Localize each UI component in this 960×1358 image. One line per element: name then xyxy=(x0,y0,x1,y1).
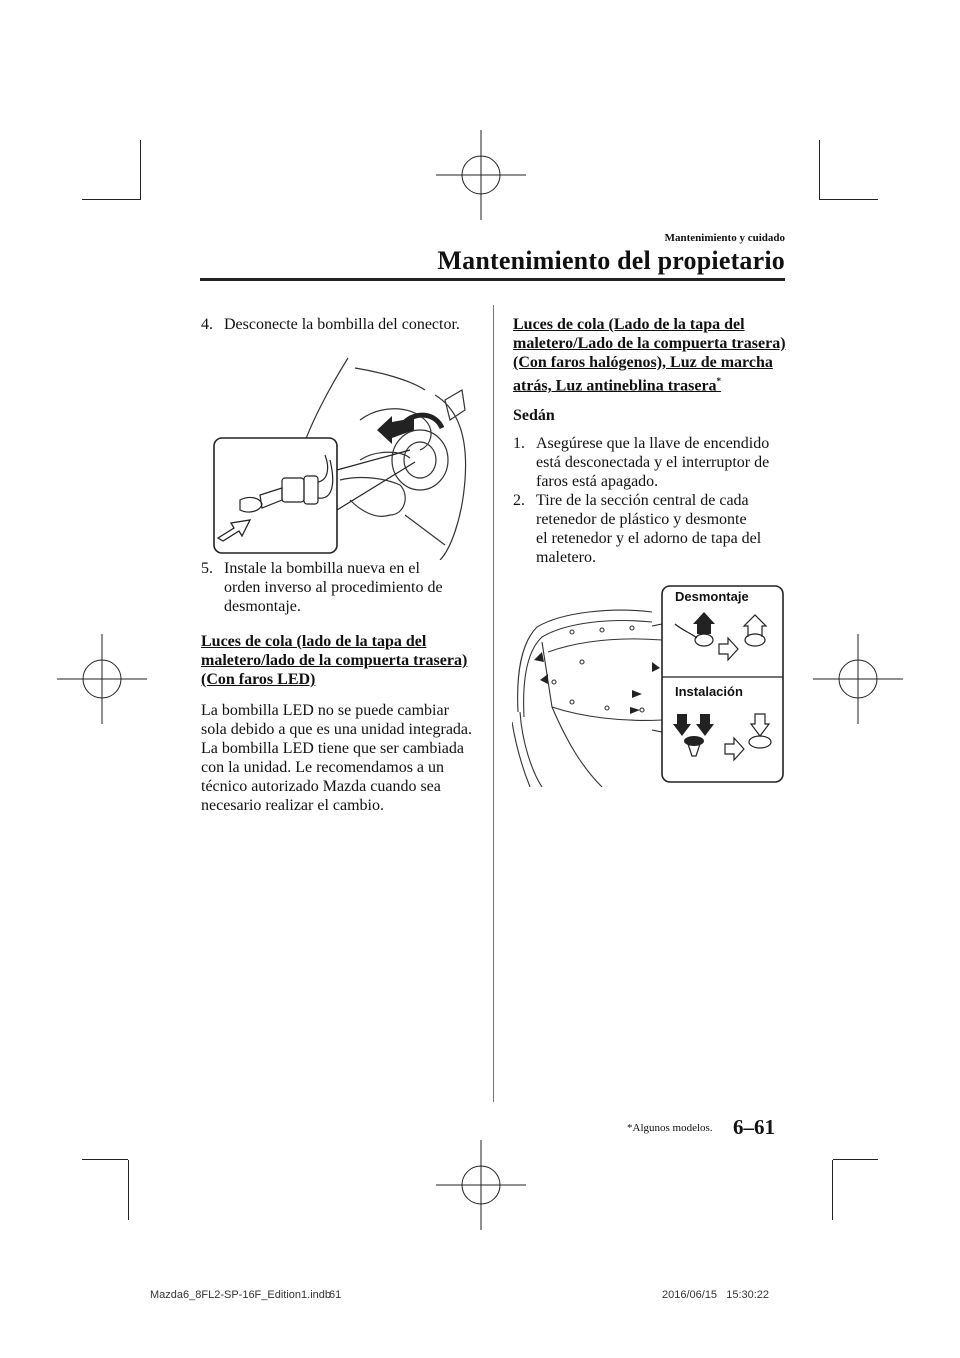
crop-mark xyxy=(128,1160,129,1220)
header-rule xyxy=(200,278,785,281)
crop-mark xyxy=(832,1160,833,1220)
crop-mark xyxy=(140,140,141,200)
heading-line-text: atrás, Luz antineblina trasera xyxy=(513,377,717,395)
step-text: Desconecte la bombilla del conector. xyxy=(224,316,460,333)
section-label: Mantenimiento y cuidado xyxy=(664,232,785,244)
step-line: maletero. xyxy=(536,549,596,566)
step-5 xyxy=(201,559,481,619)
step-2 xyxy=(513,491,793,571)
crop-mark xyxy=(82,199,140,200)
trunk-retainer-illustration xyxy=(512,582,787,787)
heading-led-tail-lights xyxy=(201,632,486,689)
step-number: 2. xyxy=(513,492,525,509)
step-line: Instale la bombilla nueva en el xyxy=(224,560,420,577)
crop-mark xyxy=(833,1159,878,1160)
paragraph-line: con la unidad. Le recomendamos a un xyxy=(201,759,445,776)
paragraph-line: técnico autorizado Mazda cuando sea xyxy=(201,778,441,795)
paragraph-line: La bombilla LED tiene que ser cambiada xyxy=(201,740,465,757)
column-divider xyxy=(493,305,494,1102)
step-text xyxy=(536,491,761,567)
heading-line: (Con faros halógenos), Luz de marcha xyxy=(513,354,773,371)
crop-mark xyxy=(819,140,820,200)
bulb-connector-illustration xyxy=(210,350,475,560)
step-line: faros está apagado. xyxy=(536,473,659,490)
paragraph-led xyxy=(201,701,491,815)
step-line: el retenedor y el adorno de tapa del xyxy=(536,530,762,547)
heading-halogen-tail-lights xyxy=(513,315,803,395)
step-line: retenedor de plástico y desmonte xyxy=(536,511,747,528)
callout-install: Instalación xyxy=(675,684,743,699)
step-line: orden inverso al procedimiento de xyxy=(224,579,443,596)
heading-line: Luces de cola (lado de la tapa del xyxy=(201,633,427,650)
registration-mark-bottom xyxy=(436,1140,526,1230)
paragraph-line: necesario realizar el cambio. xyxy=(201,797,384,814)
step-line: está desconectada y el interruptor de xyxy=(536,454,770,471)
print-datetime: 2016/06/15 15:30:22 xyxy=(662,1289,770,1301)
step-1 xyxy=(513,434,793,494)
print-file-page: 61 xyxy=(329,1289,342,1301)
subheading-sedan: Sedán xyxy=(513,407,555,424)
page-number: 6–61 xyxy=(733,1115,775,1139)
registration-mark-right xyxy=(813,634,903,724)
step-number: 1. xyxy=(513,435,525,452)
heading-line xyxy=(513,372,803,395)
registration-mark-left xyxy=(57,634,147,724)
heading-line: maletero/Lado de la compuerta trasera) xyxy=(513,335,786,352)
heading-line: (Con faros LED) xyxy=(201,671,316,688)
step-number: 4. xyxy=(201,316,213,333)
callout-removal: Desmontaje xyxy=(675,589,749,604)
crop-mark xyxy=(820,199,878,200)
step-line: desmontaje. xyxy=(224,598,301,615)
registration-mark-top xyxy=(436,130,526,220)
heading-line: maletero/lado de la compuerta trasera) xyxy=(201,652,468,669)
asterisk-mark: * xyxy=(716,376,722,386)
step-text xyxy=(536,434,769,491)
step-text xyxy=(224,559,443,616)
paragraph-line: La bombilla LED no se puede cambiar xyxy=(201,702,449,719)
print-file-name: Mazda6_8FL2-SP-16F_Edition1.indb xyxy=(150,1289,332,1301)
page-title: Mantenimiento del propietario xyxy=(437,246,785,275)
paragraph-line: sola debido a que es una unidad integrada. xyxy=(201,721,473,738)
crop-mark xyxy=(82,1159,128,1160)
footnote-some-models: *Algunos modelos. xyxy=(627,1122,713,1134)
heading-line: Luces de cola (Lado de la tapa del xyxy=(513,316,745,333)
step-line: Tire de la sección central de cada xyxy=(536,492,749,509)
step-line: Asegúrese que la llave de encendido xyxy=(536,435,770,452)
step-number: 5. xyxy=(201,560,213,577)
